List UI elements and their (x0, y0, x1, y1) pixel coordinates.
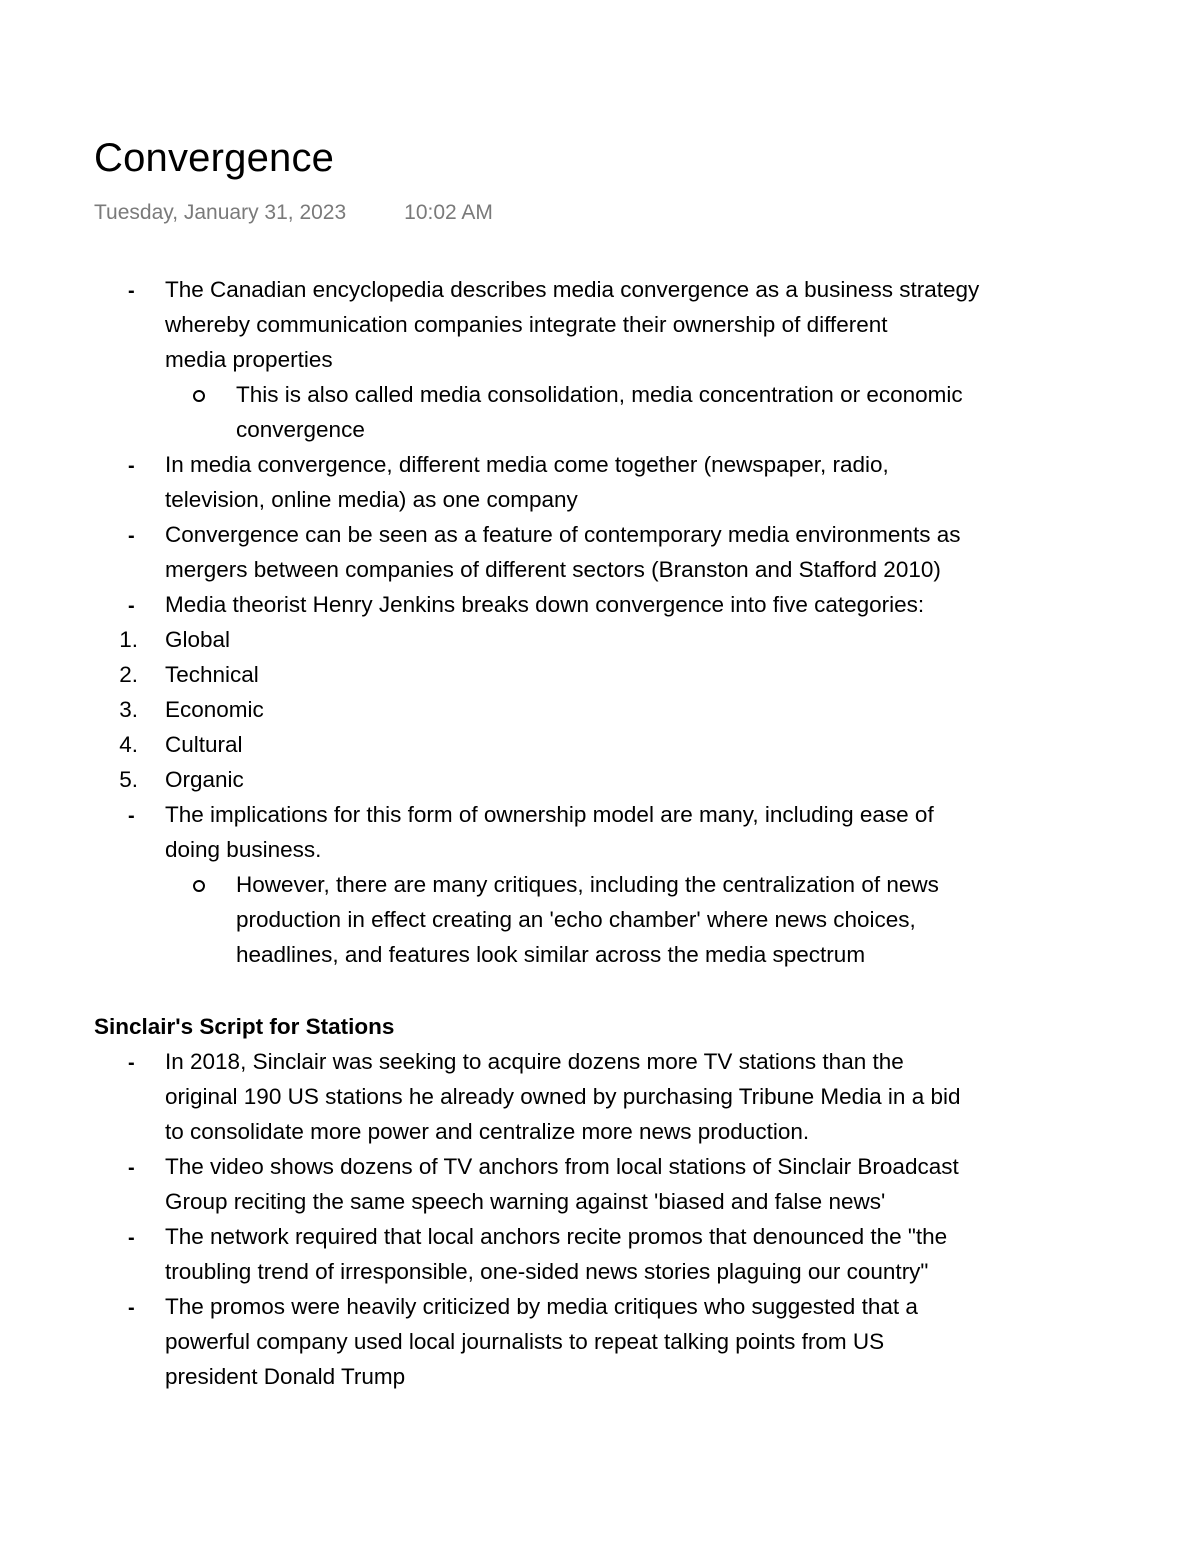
list-number: 3. (119, 697, 138, 722)
list-item-text: Cultural (165, 732, 243, 757)
bullet-line: The Canadian encyclopedia describes media convergence as a business strategy (165, 277, 980, 302)
dash-bullet-icon: - (128, 455, 135, 477)
bullet-line: The network required that local anchors recite promos that denounced the "the (165, 1224, 948, 1249)
circle-bullet-icon (193, 880, 205, 892)
section-heading: Sinclair's Script for Stations (94, 1014, 395, 1039)
bullet-line: The promos were heavily criticized by media critiques who suggested that a (165, 1294, 918, 1319)
list-number: 2. (119, 662, 138, 687)
bullet-line: original 190 US stations he already owned by purchasing Tribune Media in a bid (165, 1084, 961, 1109)
sub-bullet-line: headlines, and features look similar across the media spectrum (236, 942, 866, 967)
dash-bullet-icon: - (128, 595, 135, 617)
list-number: 5. (119, 767, 138, 792)
bullet-line: mergers between companies of different sectors (Branston and Stafford 2010) (165, 557, 941, 582)
note-time: 10:02 AM (404, 201, 493, 224)
sub-bullet-line: However, there are many critiques, including the centralization of news (236, 872, 939, 897)
note-timestamp (94, 198, 493, 228)
bullet-line: president Donald Trump (165, 1364, 406, 1389)
sub-bullet-line: This is also called media consolidation, media concentration or economic (236, 382, 963, 407)
dash-bullet-icon: - (128, 1052, 135, 1074)
sub-bullet-line: production in effect creating an 'echo chamber' where news choices, (236, 907, 916, 932)
bullet-line: The video shows dozens of TV anchors from local stations of Sinclair Broadcast (165, 1154, 959, 1179)
bullet-line: In 2018, Sinclair was seeking to acquire dozens more TV stations than the (165, 1049, 904, 1074)
dash-bullet-icon: - (128, 280, 135, 302)
bullet-line: powerful company used local journalists to repeat talking points from US (165, 1329, 885, 1354)
list-number: 1. (119, 627, 138, 652)
bullet-line: doing business. (165, 837, 322, 862)
list-item-text: Economic (165, 697, 264, 722)
dash-bullet-icon: - (128, 1157, 135, 1179)
dash-bullet-icon: - (128, 805, 135, 827)
note-date: Tuesday, January 31, 2023 (94, 201, 347, 224)
bullet-line: Group reciting the same speech warning against 'biased and false news' (165, 1189, 886, 1214)
bullet-line: to consolidate more power and centralize more news production. (165, 1119, 810, 1144)
bullet-line: In media convergence, different media come together (newspaper, radio, (165, 452, 889, 477)
sub-bullet-line: convergence (236, 417, 365, 442)
list-item-text: Global (165, 627, 231, 652)
bullet-line: The implications for this form of ownership model are many, including ease of (165, 802, 934, 827)
page-title: Convergence (94, 136, 335, 180)
list-item-text: Organic (165, 767, 244, 792)
list-item-text: Technical (165, 662, 259, 687)
bullet-line: troubling trend of irresponsible, one-sided news stories plaguing our country" (165, 1259, 929, 1284)
list-number: 4. (119, 732, 138, 757)
bullet-line: television, online media) as one company (165, 487, 578, 512)
bullet-line: media properties (165, 347, 333, 372)
circle-bullet-icon (193, 390, 205, 402)
bullet-line: Media theorist Henry Jenkins breaks down convergence into five categories: (165, 592, 925, 617)
bullet-line: whereby communication companies integrate their ownership of different (165, 312, 888, 337)
dash-bullet-icon: - (128, 525, 135, 547)
bullet-line: Convergence can be seen as a feature of contemporary media environments as (165, 522, 961, 547)
dash-bullet-icon: - (128, 1297, 135, 1319)
dash-bullet-icon: - (128, 1227, 135, 1249)
